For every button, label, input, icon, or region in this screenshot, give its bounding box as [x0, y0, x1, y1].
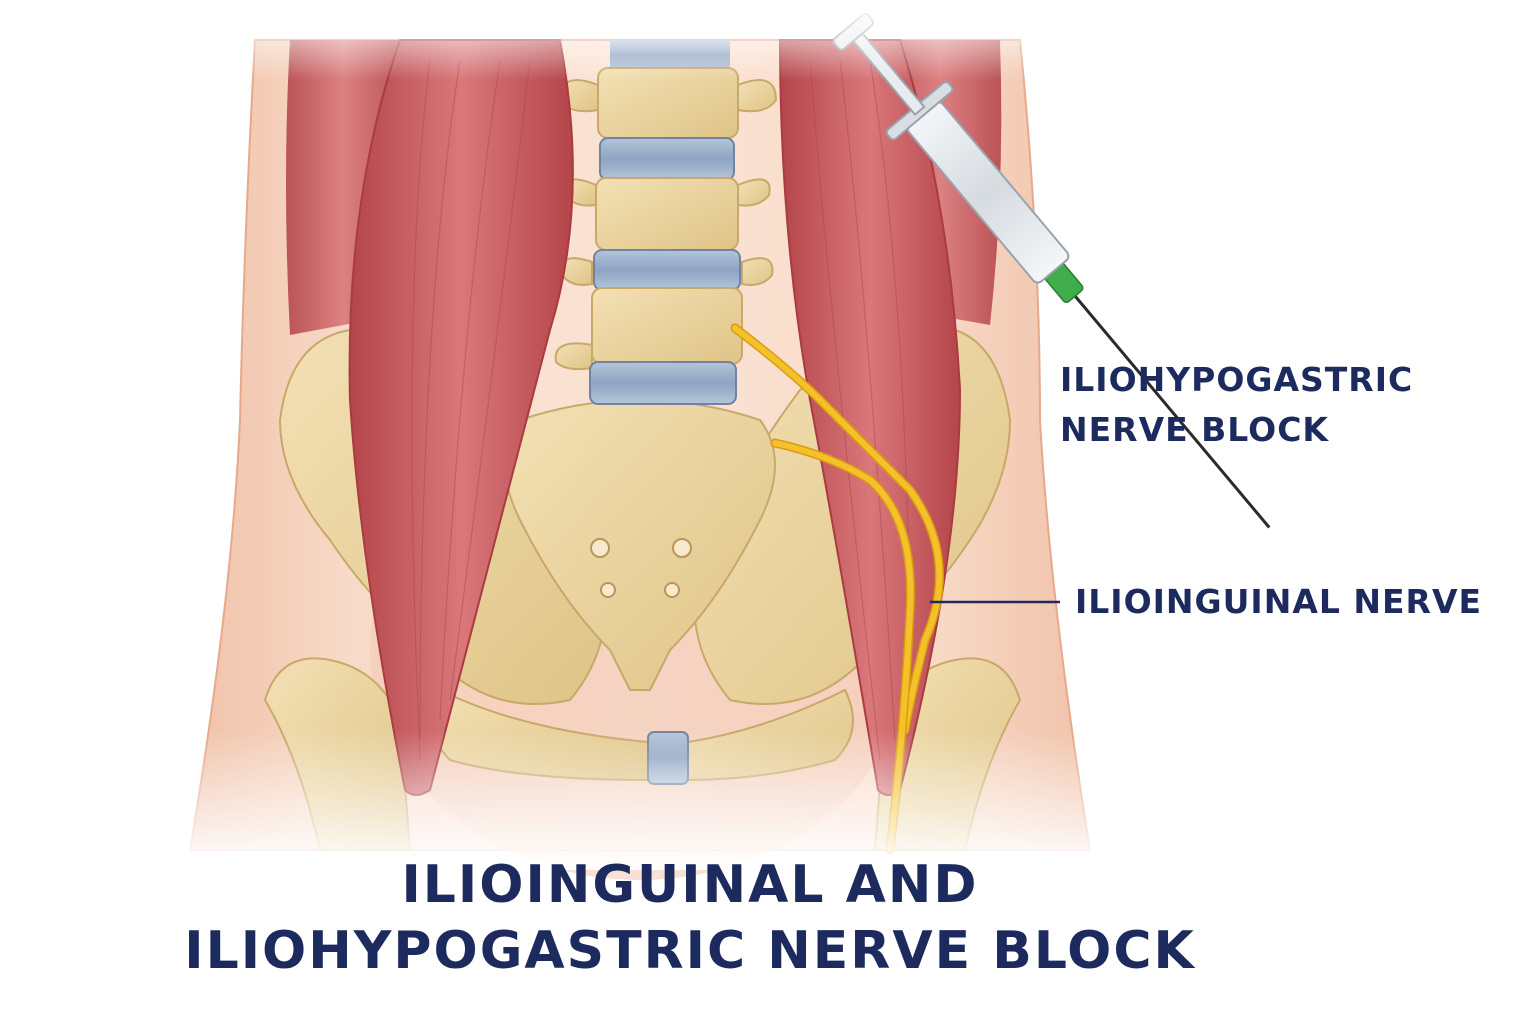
ilioinguinal-label: ILIOINGUINAL NERVE — [1075, 582, 1483, 621]
iliohypogastric-label-line2: NERVE BLOCK — [1060, 410, 1329, 449]
iliohypogastric-label-line1: ILIOHYPOGASTRIC — [1060, 360, 1414, 399]
page-title — [0, 852, 1380, 984]
page-title-line1: ILIOINGUINAL AND — [401, 855, 979, 915]
iliohypogastric-label — [1060, 355, 1413, 455]
page-title-line2: ILIOHYPOGASTRIC NERVE BLOCK — [184, 921, 1196, 981]
